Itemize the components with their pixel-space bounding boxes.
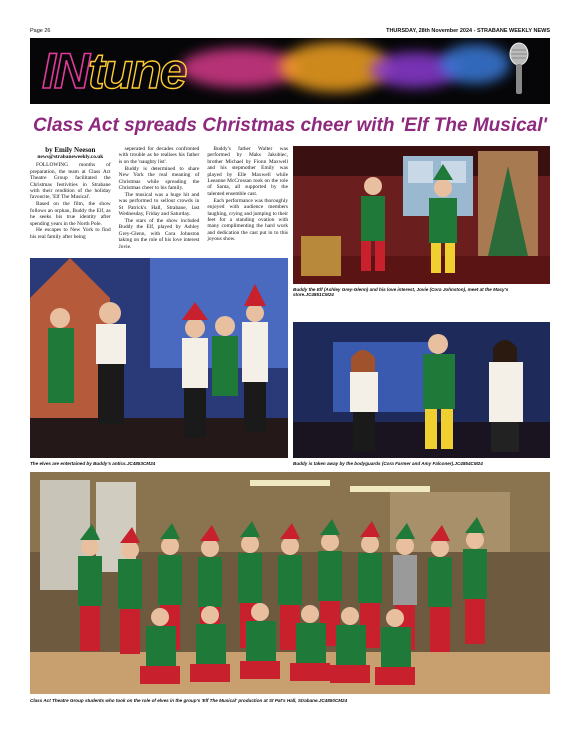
caption-photo-4: Class Act Theatre Group students who took on the role of elves in the group's 'Elf The Musical' production at St Pat's Hall, Strabane.JC4850CM24 <box>30 698 348 703</box>
glow-blue <box>440 44 510 84</box>
paragraph: Buddy's father Walter was performed by Maks Jakubiec, brother Michael by Fionn Maxwell and his stepmother Emily was played by Elle Maxwell while Leeanne McCrossan took on the role of Santa, all supported by the talented ensemble cast. <box>207 146 289 197</box>
paragraph: The stars of the show included Buddy the Elf, played by Ashley Grey-Glenn, with Cora Johnston taking on the role of his love interest Jovie. <box>118 217 200 250</box>
intune-masthead <box>30 38 550 104</box>
author-email[interactable]: news@strabaneweekly.co.uk <box>37 154 104 160</box>
article-column-3 <box>207 146 288 256</box>
paragraph: Each performance was thoroughly enjoyed with audience members laughing, crying and jumping to their feet for a standing ovation with many complimenting the hard work and dedication the cast put in to this joyous show. <box>207 197 289 243</box>
paragraph: Based on the film, the show follows an orphan, Buddy the Elf, as he seeks his true identity after spending years in the North Pole. <box>30 201 111 227</box>
article-column-1 <box>30 146 111 256</box>
microphone-icon <box>506 42 532 100</box>
photo-buddy-taken-away <box>293 322 550 458</box>
issue-date: THURSDAY, 28th November 2024 - STRABANE WEEKLY NEWS <box>386 28 550 34</box>
article-body <box>30 146 288 256</box>
paragraph: Buddy is determined to share New York the real meaning of Christmas while spreading the Christmas cheer to his family. <box>118 165 200 191</box>
page-folio <box>30 26 550 36</box>
paragraph: He escapes to New York to find his real family after being <box>30 227 111 240</box>
photo-elves-group <box>30 472 550 694</box>
byline: by Emily Neeson <box>45 146 96 154</box>
logo-tune: tune <box>88 43 186 99</box>
caption-photo-1: Buddy the Elf (Ashley Grey-Glenn) and his love interest, Jovie (Cora Johnston), meet at the Macy's store.JC4851CM24 <box>293 287 509 298</box>
page-number: Page 26 <box>30 28 51 34</box>
paragraph: FOLLOWING months of preparation, the team at Class Act Theatre Group facilitated the Christmas festivities in Strabane with their rendition of the holiday favourite, 'Elf The Musical'. <box>30 162 111 201</box>
photo-elves-entertained <box>30 258 288 458</box>
article-headline: Class Act spreads Christmas cheer with 'Elf The Musical' <box>32 115 548 136</box>
paragraph: The musical was a huge hit and was performed to sellout crowds in St Patrick's Hall, Strabane, last Wednesday, Friday and Saturday. <box>118 191 200 218</box>
paragraph: seperated for decades confronted with trouble as he realises his father is on the 'naughty list'. <box>118 146 200 165</box>
caption-photo-3: Buddy is taken away by the bodyguards (Cora Farmer and Amy Falconer).JC4854CM24 <box>293 461 483 466</box>
intune-logo <box>42 44 186 98</box>
article-column-2 <box>119 146 200 256</box>
photo-buddy-and-jovie <box>293 146 550 284</box>
logo-in: IN <box>42 43 88 99</box>
caption-photo-2: The elves are entertained by Buddy's antics.JC4853CM24 <box>30 461 156 466</box>
